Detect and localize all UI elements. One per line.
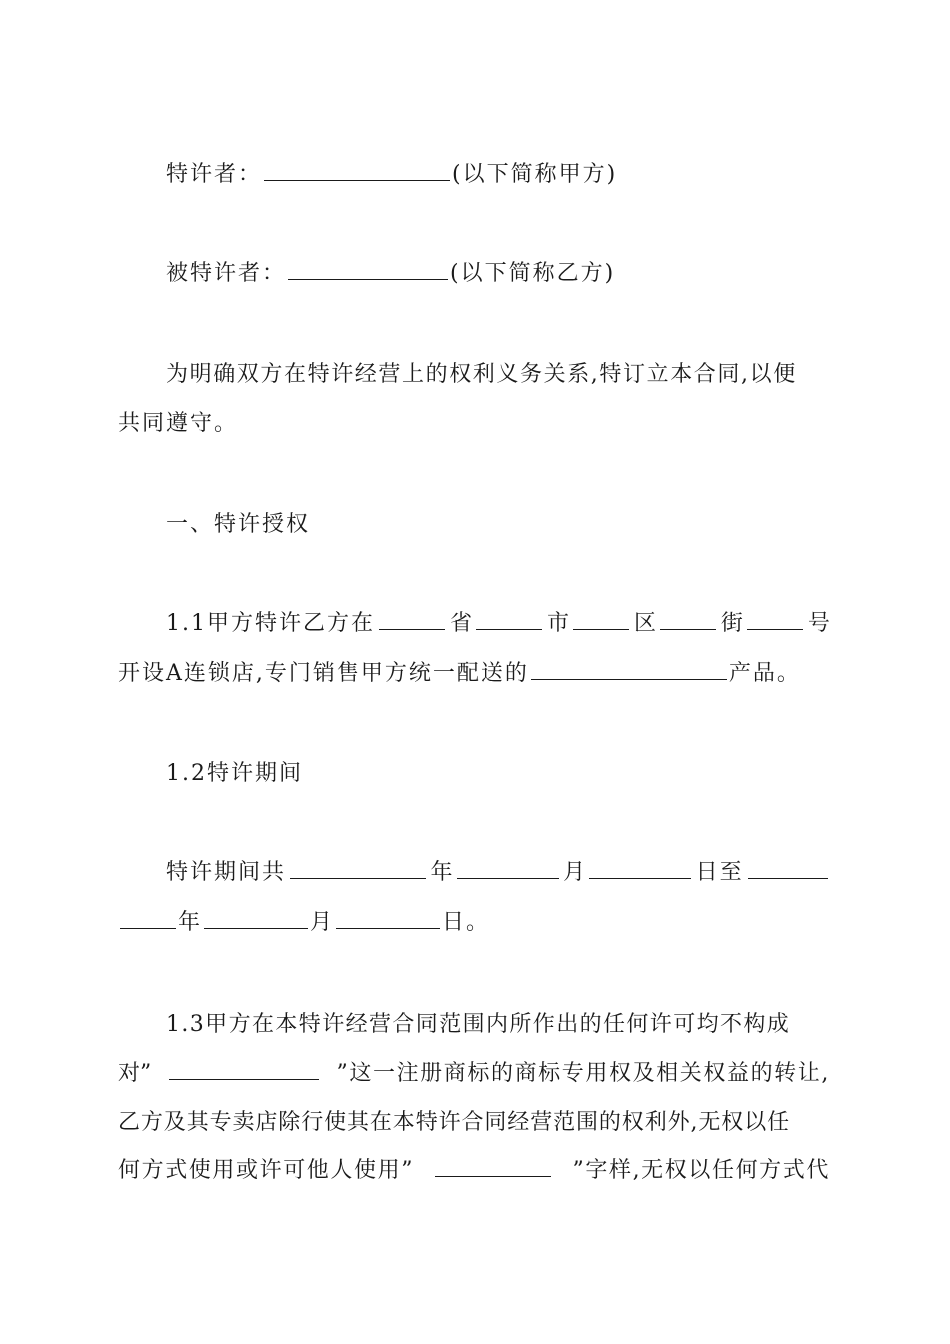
start-month-blank[interactable] bbox=[457, 858, 559, 879]
clause-1-3-line2-a: 对” bbox=[118, 1061, 152, 1086]
preamble-line-1: 为明确双方在特许经营上的权利义务关系,特订立本合同,以便 bbox=[166, 362, 797, 387]
clause-1-3-line-4 bbox=[118, 1156, 830, 1186]
licensee-label: 被特许者： bbox=[166, 261, 287, 286]
licensor-label: 特许者： bbox=[166, 162, 263, 187]
end-day-blank[interactable] bbox=[336, 908, 440, 929]
licensor-suffix: (以下简称甲方) bbox=[452, 162, 618, 187]
district-label: 区 bbox=[633, 611, 656, 636]
clause-1-1-line-1 bbox=[166, 609, 830, 639]
city-blank[interactable] bbox=[476, 609, 542, 630]
preamble-line-2: 共同遵守。 bbox=[118, 411, 239, 436]
start-year-blank[interactable] bbox=[290, 858, 426, 879]
licensee-name-blank[interactable] bbox=[288, 259, 448, 280]
clause-1-2-line-2 bbox=[118, 908, 490, 938]
clause-1-2-line-1 bbox=[166, 858, 830, 888]
city-label: 市 bbox=[546, 611, 569, 636]
street-blank[interactable] bbox=[660, 609, 716, 630]
end-day-label: 日。 bbox=[442, 910, 491, 935]
licensee-line bbox=[166, 259, 615, 289]
end-year-blank-part1[interactable] bbox=[748, 858, 828, 879]
end-month-blank[interactable] bbox=[204, 908, 308, 929]
end-year-label: 年 bbox=[178, 910, 203, 935]
number-blank[interactable] bbox=[747, 609, 803, 630]
end-month-label: 月 bbox=[310, 910, 335, 935]
clause-1-3-line4-a: 何方式使用或许可他人使用” bbox=[118, 1158, 415, 1183]
start-year-label: 年 bbox=[430, 860, 453, 885]
clause-1-3-line-1: 1.3甲方在本特许经营合同范围内所作出的任何许可均不构成 bbox=[166, 1012, 791, 1037]
licensor-line bbox=[166, 160, 617, 190]
clause-1-1-line2-a: 开设A连锁店,专门销售甲方统一配送的 bbox=[118, 661, 529, 686]
district-blank[interactable] bbox=[573, 609, 629, 630]
trademark-blank-1[interactable] bbox=[169, 1059, 319, 1080]
clause-1-3-line2-b: ”这一注册商标的商标专用权及相关权益的转让, bbox=[336, 1061, 830, 1086]
clause-1-3-line-3: 乙方及其专卖店除行使其在本特许合同经营范围的权利外,无权以任 bbox=[118, 1110, 790, 1135]
start-day-label: 日至 bbox=[695, 860, 744, 885]
end-year-blank-part2[interactable] bbox=[120, 908, 176, 929]
clause-1-3-line4-b: ”字样,无权以任何方式代 bbox=[572, 1158, 830, 1183]
section-heading-1: 一、特许授权 bbox=[166, 512, 311, 537]
province-label: 省 bbox=[449, 611, 472, 636]
trademark-blank-2[interactable] bbox=[435, 1156, 551, 1177]
street-label: 街 bbox=[720, 611, 743, 636]
clause-1-3-line-2 bbox=[118, 1059, 830, 1089]
clause-1-1-line2-b: 产品。 bbox=[728, 661, 801, 686]
period-intro: 特许期间共 bbox=[166, 860, 287, 885]
clause-1-1-intro: 1.1甲方特许乙方在 bbox=[166, 611, 375, 636]
province-blank[interactable] bbox=[379, 609, 445, 630]
start-month-label: 月 bbox=[563, 860, 586, 885]
number-label: 号 bbox=[807, 611, 830, 636]
start-day-blank[interactable] bbox=[589, 858, 691, 879]
licensor-name-blank[interactable] bbox=[264, 160, 450, 181]
licensee-suffix: (以下简称乙方) bbox=[450, 261, 616, 286]
clause-1-2-heading: 1.2特许期间 bbox=[166, 761, 303, 786]
clause-1-1-line-2 bbox=[118, 659, 801, 689]
product-blank[interactable] bbox=[531, 659, 727, 680]
